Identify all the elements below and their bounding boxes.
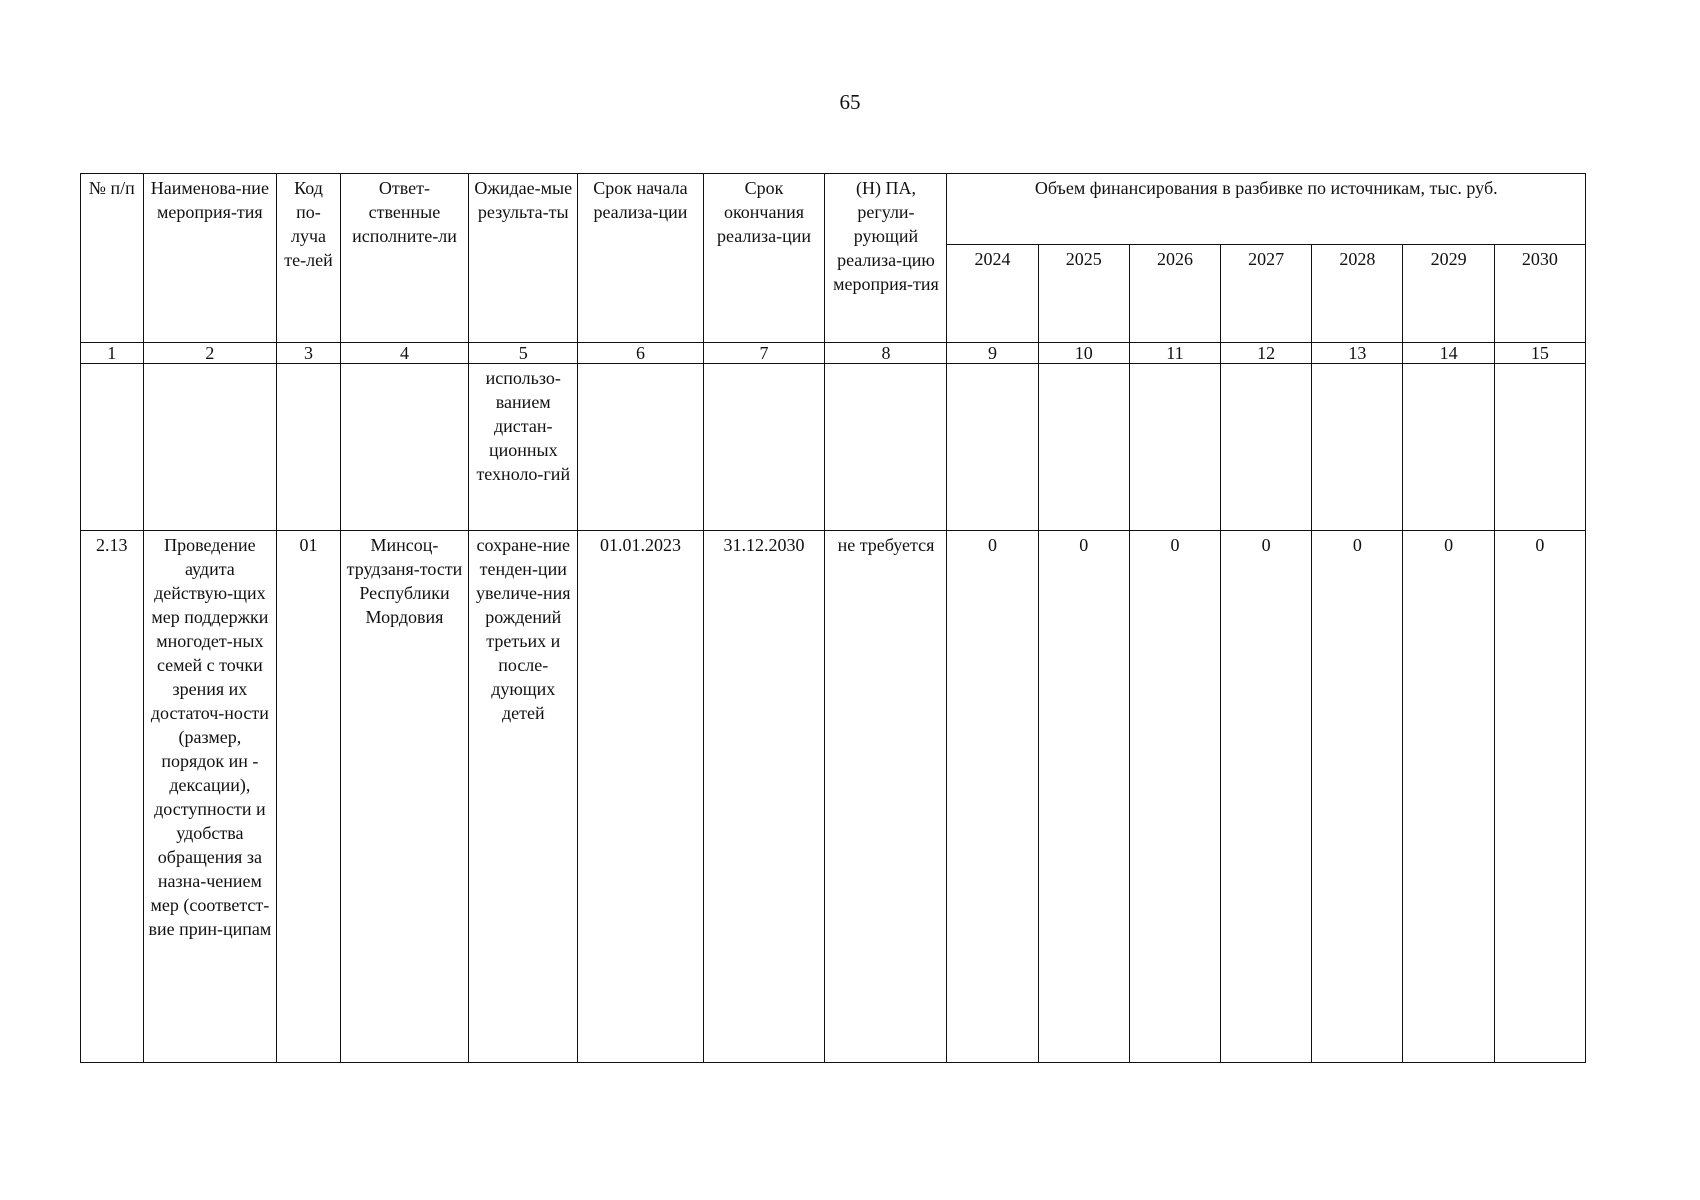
- column-number: 3: [277, 343, 341, 364]
- cell-pa: [825, 364, 947, 531]
- column-number: 13: [1312, 343, 1403, 364]
- column-number: 2: [143, 343, 277, 364]
- cell-financing: [1221, 364, 1312, 531]
- table-row-2-13: [81, 531, 1586, 1063]
- header-kod: Код по-луча те-лей: [277, 174, 341, 343]
- header-rezultaty: Ожидае-мые результа-ты: [469, 174, 578, 343]
- column-number: 12: [1221, 343, 1312, 364]
- column-number: 7: [703, 343, 825, 364]
- cell-financing: 0: [947, 531, 1038, 1063]
- header-year: 2028: [1312, 245, 1403, 343]
- header-year: 2029: [1403, 245, 1494, 343]
- column-number: 4: [340, 343, 468, 364]
- column-number: 14: [1403, 343, 1494, 364]
- header-pa: (Н) ПА, регули-рующий реализа-цию мероприя-тия: [825, 174, 947, 343]
- header-year: 2026: [1129, 245, 1220, 343]
- cell-financing: 0: [1403, 531, 1494, 1063]
- cell-nn: 2.13: [81, 531, 144, 1063]
- header-end: Срок окончания реализа-ции: [703, 174, 825, 343]
- header-year: 2027: [1221, 245, 1312, 343]
- header-nn: № п/п: [81, 174, 144, 343]
- cell-financing: [1129, 364, 1220, 531]
- cell-financing: [1312, 364, 1403, 531]
- cell-financing: [1038, 364, 1129, 531]
- column-number: 8: [825, 343, 947, 364]
- cell-ispolniteli: Минсоц-трудзаня-тости Республики Мордовия: [340, 531, 468, 1063]
- cell-financing: [1403, 364, 1494, 531]
- cell-rezultaty: сохране-ние тенден-ции увеличе-ния рождений третьих и после-дующих детей: [469, 531, 578, 1063]
- cell-name: Проведение аудита действую-щих мер поддержки многодет-ных семей с точки зрения их достаточ-ности (размер, порядок ин - дексации), доступности и удобства обращения за назна-чением мер (соответст-вие прин-ципам: [143, 531, 277, 1063]
- cell-financing: 0: [1312, 531, 1403, 1063]
- header-year: 2025: [1038, 245, 1129, 343]
- column-number: 9: [947, 343, 1038, 364]
- cell-financing: 0: [1494, 531, 1585, 1063]
- cell-kod: 01: [277, 531, 341, 1063]
- cell-rezultaty: использо-ванием дистан-ционных техноло-гий: [469, 364, 578, 531]
- header-start: Срок начала реализа-ции: [578, 174, 703, 343]
- cell-kod: [277, 364, 341, 531]
- cell-name: [143, 364, 277, 531]
- column-number: 1: [81, 343, 144, 364]
- column-numbers-row: [81, 343, 1586, 364]
- cell-end: [703, 364, 825, 531]
- header-name: Наименова-ние мероприя-тия: [143, 174, 277, 343]
- cell-financing: [1494, 364, 1585, 531]
- header-row: [81, 174, 1586, 245]
- cell-start: [578, 364, 703, 531]
- column-number: 5: [469, 343, 578, 364]
- cell-start: 01.01.2023: [578, 531, 703, 1063]
- cell-nn: [81, 364, 144, 531]
- cell-pa: не требуется: [825, 531, 947, 1063]
- column-number: 6: [578, 343, 703, 364]
- column-number: 11: [1129, 343, 1220, 364]
- cell-end: 31.12.2030: [703, 531, 825, 1063]
- table-row-continuation: [81, 364, 1586, 531]
- page-number: 65: [839, 90, 861, 114]
- header-financing-title: Объем финансирования в разбивке по источникам, тыс. руб.: [947, 174, 1586, 245]
- header-ispolniteli: Ответ-ственные исполните-ли: [340, 174, 468, 343]
- header-year: 2030: [1494, 245, 1585, 343]
- cell-financing: [947, 364, 1038, 531]
- column-number: 10: [1038, 343, 1129, 364]
- cell-ispolniteli: [340, 364, 468, 531]
- header-year: 2024: [947, 245, 1038, 343]
- cell-financing: 0: [1038, 531, 1129, 1063]
- cell-financing: 0: [1221, 531, 1312, 1063]
- activities-table: [80, 173, 1586, 1063]
- column-number: 15: [1494, 343, 1585, 364]
- cell-financing: 0: [1129, 531, 1220, 1063]
